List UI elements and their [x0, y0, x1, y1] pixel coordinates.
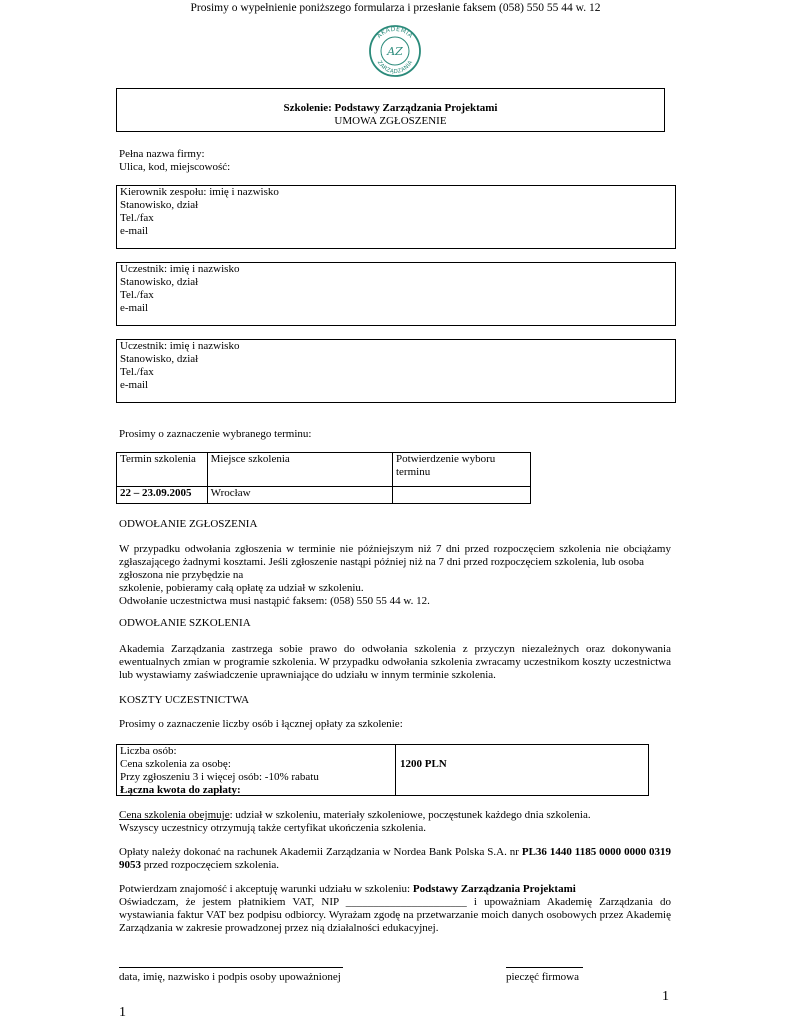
logo-monogram: AZ	[387, 45, 403, 58]
manager-email-label: e-mail	[120, 225, 149, 237]
price-includes-text: : udział w szkoleniu, materiały szkoleniowe, poczęstunek każdego dnia szkolenia.	[229, 809, 591, 821]
signature-line	[119, 967, 343, 968]
cancel-registration-p1: W przypadku odwołania zgłoszenia w terminie nie późniejszym niż 7 dni przed rozpoczęciem szkolenia nie obciążamy zgłaszającego żadnymi kosztami. Jeśli zgłoszenie nastąpi później niż na 7 dni przed rozpoczęciem szkolenia, lub osoba	[119, 543, 671, 568]
price-includes-label: Cena szkolenia obejmuje	[119, 809, 230, 821]
cancel-registration-heading: ODWOŁANIE ZGŁOSZENIA	[119, 518, 258, 530]
participant-2-email-label: e-mail	[120, 379, 149, 391]
signature-label: data, imię, nazwisko i podpis osoby upoważnionej	[119, 971, 341, 983]
total-amount-label: Łączna kwota do zapłaty:	[120, 784, 241, 796]
stamp-line	[506, 967, 583, 968]
costs-heading: KOSZTY UCZESTNICTWA	[119, 694, 250, 706]
participants-count-label: Liczba osób:	[120, 745, 177, 757]
title-box	[116, 88, 665, 132]
confirmation-course-name: Podstawy Zarządzania Projektami	[412, 883, 576, 895]
confirmation-section	[119, 883, 671, 935]
cancel-registration-p3: szkolenie, pobieramy całą opłatę za udział w szkoleniu.	[119, 582, 364, 594]
payment-text: Opłaty należy dokonać na rachunek Akademii Zarządzania w Nordea Bank Polska S.A. nr	[119, 846, 522, 858]
logo-top-text: AKADEMIA	[375, 25, 415, 40]
logo-bottom-text: ZARZĄDZANIA	[375, 59, 415, 76]
akademia-logo	[366, 24, 424, 78]
page-number-left: 1	[119, 1005, 126, 1020]
cancel-registration-p2: zgłoszona nie przybędzie na	[119, 569, 244, 581]
participant-1-position-label: Stanowisko, dział	[120, 276, 199, 288]
vat-declaration: Oświadczam, że jestem płatnikiem VAT, NIP ______________________ i upoważniam Akademię Zarządzania do wystawiania faktur VAT bez podpisu odbiorcy. Wyrażam zgodę na przetwarzanie moich danych osobowych przez Akademię Zarządzania w zakresie prowadzonej przez nią działalności edukacyjnej.	[119, 896, 671, 934]
participant-box-1[interactable]	[116, 262, 676, 326]
cancel-training-heading: ODWOŁANIE SZKOLENIA	[119, 617, 251, 629]
certificate-text: Wszyscy uczestnicy otrzymują także certyfikat ukończenia szkolenia.	[119, 822, 426, 834]
manager-name-label: Kierownik zespołu: imię i nazwisko	[120, 186, 279, 198]
term-table	[116, 452, 531, 504]
payment-info	[119, 846, 671, 872]
price-per-person-label: Cena szkolenia za osobę:	[120, 758, 231, 770]
manager-position-label: Stanowisko, dział	[120, 199, 199, 211]
participant-1-phone-label: Tel./fax	[120, 289, 154, 301]
term-header-date: Termin szkolenia	[117, 453, 208, 487]
manager-phone-label: Tel./fax	[120, 212, 154, 224]
bank-account-number: PL36 1440 1185 0000 0000 0319 9053	[119, 846, 672, 871]
term-prompt: Prosimy o zaznaczenie wybranego terminu:	[119, 428, 312, 440]
cancel-registration-text	[119, 543, 671, 608]
company-section	[119, 148, 230, 174]
term-header-place: Miejsce szkolenia	[207, 453, 392, 487]
costs-prompt: Prosimy o zaznaczenie liczby osób i łącznej opłaty za szkolenie:	[119, 718, 403, 730]
cancel-training-text: Akademia Zarządzania zastrzega sobie prawo do odwołania szkolenia z przyczyn niezależnych oraz dokonywania ewentualnych zmian w programie szkolenia. W przypadku odwołania szkolenia zwracamy uczestnikom koszty uczestnictwa lub wystawiamy zaświadczenie uprawniające do udziału w innym terminie szkolenia.	[119, 643, 671, 681]
svg-text:AKADEMIA	[376, 26, 415, 40]
stamp-label: pieczęć firmowa	[506, 971, 579, 983]
term-confirm-cell[interactable]	[392, 487, 530, 504]
company-name-label: Pełna nazwa firmy:	[119, 148, 205, 160]
costs-labels	[117, 745, 396, 795]
price-value: 1200 PLN	[400, 758, 447, 770]
costs-box	[116, 744, 649, 796]
participant-2-name-label: Uczestnik: imię i nazwisko	[120, 340, 240, 352]
cancel-registration-p4: Odwołanie uczestnictwa musi nastąpić faksem: (058) 550 55 44 w. 12.	[119, 595, 430, 607]
participant-1-email-label: e-mail	[120, 302, 149, 314]
term-header-confirm: Potwierdzenie wyboru terminu	[392, 453, 530, 487]
company-address-label: Ulica, kod, miejscowość:	[119, 161, 231, 173]
page-header: Prosimy o wypełnienie poniższego formularza i przesłanie faksem (058) 550 55 44 w. 12	[190, 2, 601, 14]
manager-box[interactable]	[116, 185, 676, 249]
participant-2-position-label: Stanowisko, dział	[120, 353, 199, 365]
price-includes	[119, 809, 671, 835]
participant-1-name-label: Uczestnik: imię i nazwisko	[120, 263, 240, 275]
page-number-right: 1	[662, 989, 669, 1004]
participant-2-phone-label: Tel./fax	[120, 366, 154, 378]
form-title: UMOWA ZGŁOSZENIE	[334, 115, 447, 127]
payment-deadline-text: przed rozpoczęciem szkolenia.	[141, 859, 280, 871]
training-title: Szkolenie: Podstawy Zarządzania Projektami	[283, 102, 498, 114]
participant-box-2[interactable]	[116, 339, 676, 403]
discount-label: Przy zgłoszeniu 3 i więcej osób: -10% rabatu	[120, 771, 319, 783]
confirmation-text: Potwierdzam znajomość i akceptuję warunki udziału w szkoleniu:	[119, 883, 413, 895]
term-place: Wrocław	[207, 487, 392, 504]
term-date: 22 – 23.09.2005	[117, 487, 208, 504]
